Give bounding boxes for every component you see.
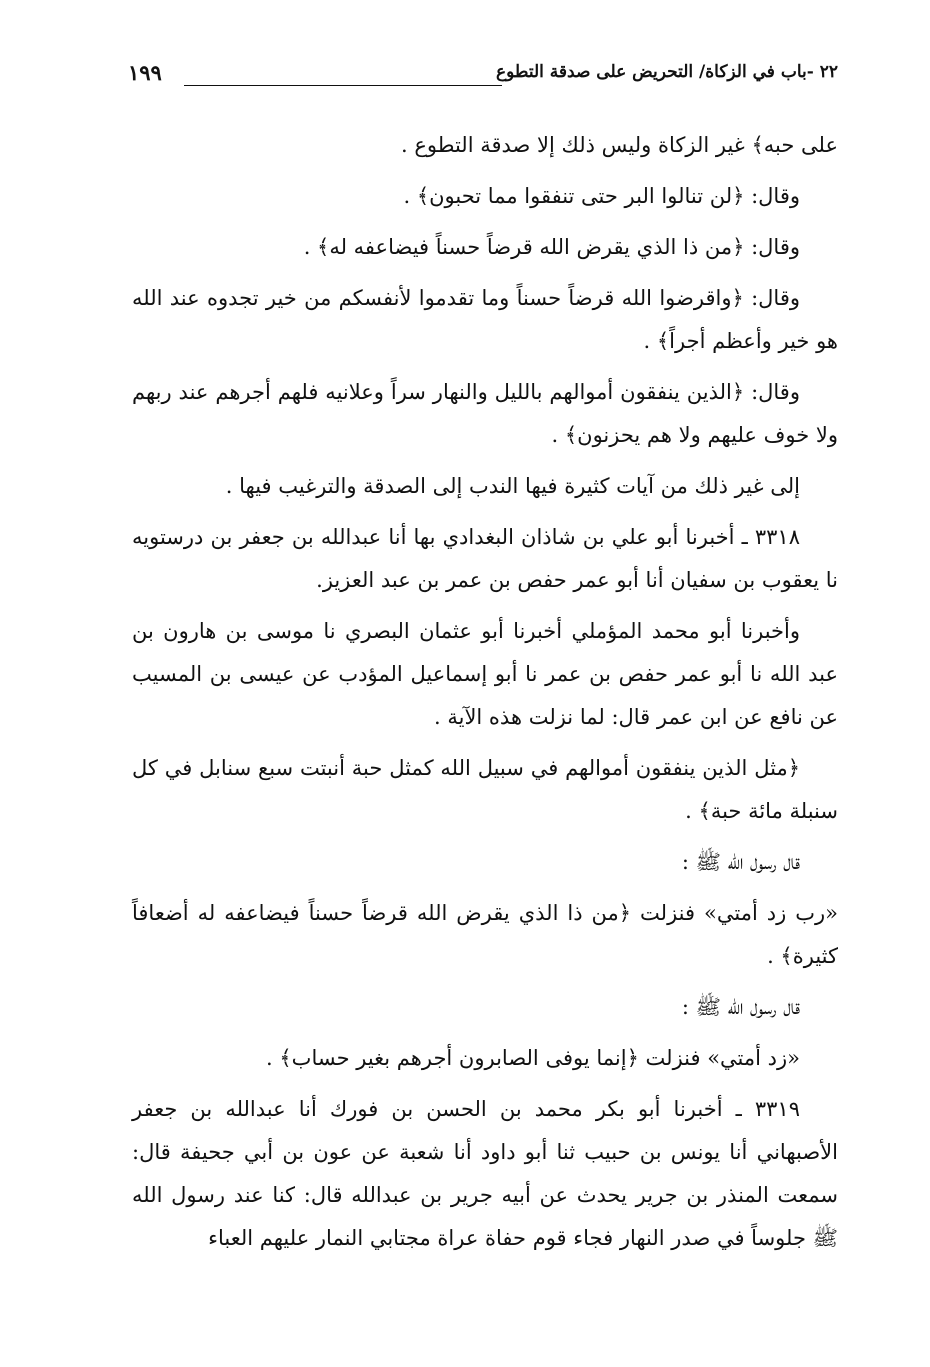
paragraph: وقال: ﴿واقرضوا الله قرضاً حسناً وما تقدموا لأنفسكم من خير تجدوه عند الله هو خير وأعظم أجراً﴾ .: [132, 286, 838, 353]
paragraph: «زد أمتي» فنزلت ﴿إنما يوفى الصابرون أجرهم بغير حساب﴾ .: [266, 1046, 800, 1070]
chapter-title: ٢٢ -باب في الزكاة/ التحريض على صدقة التطوع: [495, 62, 838, 82]
hadith-3318: ٣٣١٨ ـ أخبرنا أبو علي بن شاذان البغدادي بها أنا عبدالله بن جعفر بن درستويه نا يعقوب بن سفيان أنا أبو عمر حفص بن عمر بن عبد العزيز.: [132, 525, 838, 592]
page-body: [132, 124, 838, 1268]
paragraph: وأخبرنا أبو محمد المؤملي أخبرنا أبو عثمان البصري نا موسى بن هارون بن عبد الله نا أبو عمر حفص بن عمر نا أبو إسماعيل المؤدب عن عيسى بن المسيب عن نافع عن ابن عمر قال: لما نزلت هذه الآية .: [132, 619, 838, 729]
running-header: [128, 62, 838, 98]
header-rule: [184, 85, 502, 86]
paragraph: إلى غير ذلك من آيات كثيرة فيها الندب إلى الصدقة والترغيب فيها .: [225, 474, 800, 498]
paragraph: وقال: ﴿الذين ينفقون أموالهم بالليل والنهار سراً وعلانيه فلهم أجرهم عند ربهم ولا خوف عليهم ولا هم يحزنون﴾ .: [132, 380, 838, 447]
quran-verse: ﴿مثل الذين ينفقون أموالهم في سبيل الله كمثل حبة أنبتت سبع سنابل في كل سنبلة مائة حبة﴾ .: [132, 756, 838, 823]
paragraph: «رب زد أمتي» فنزلت ﴿من ذا الذي يقرض الله قرضاً حسناً فيضاعفه له أضعافاً كثيرة﴾ .: [132, 901, 838, 968]
paragraph: وقال: ﴿من ذا الذي يقرض الله قرضاً حسناً فيضاعفه له﴾ .: [303, 235, 800, 259]
hadith-3319: ٣٣١٩ ـ أخبرنا أبو بكر محمد بن الحسن بن فورك أنا عبدالله بن جعفر الأصبهاني أنا يونس بن حبيب ثنا أبو داود أنا شعبة عن عون بن أبي جحيفة قال: سمعت المنذر بن جرير يحدث عن أبيه جرير بن عبدالله قال: كنا عند رسول الله ﷺ جلوساً في صدر النهار فجاء قوم حفاة عراة مجتابي النمار عليهم العباء: [132, 1097, 838, 1250]
page-number: ١٩٩: [128, 60, 162, 85]
paragraph: على حبه﴾ غير الزكاة وليس ذلك إلا صدقة التطوع .: [401, 133, 838, 157]
paragraph: قال رسول الله ﷺ :: [681, 995, 800, 1019]
paragraph: وقال: ﴿لن تنالوا البر حتى تنفقوا مما تحبون﴾ .: [403, 184, 800, 208]
paragraph: قال رسول الله ﷺ :: [681, 850, 800, 874]
